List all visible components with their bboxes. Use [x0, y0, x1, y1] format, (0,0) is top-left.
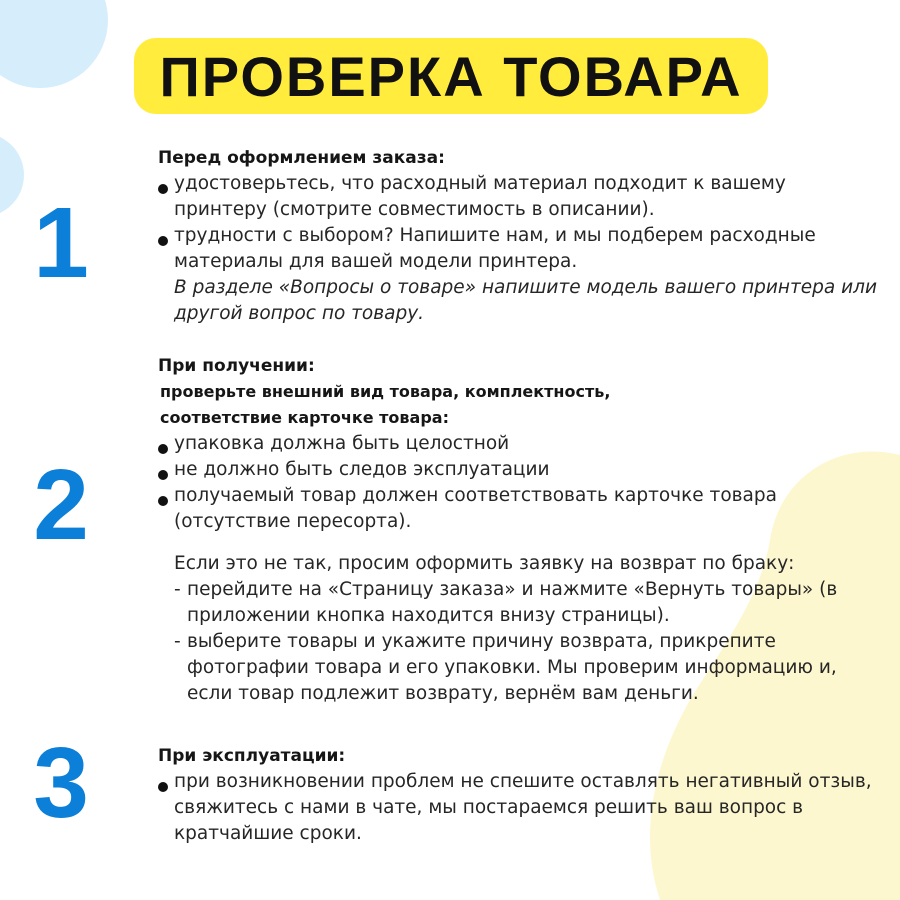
dash-marker: -: [174, 579, 181, 600]
list-item: при возникновении проблем не спешите оставлять негативный отзыв, свяжитесь с нами в чате, мы постараемся решить ваш вопрос в кратчайшие сроки.: [158, 769, 878, 847]
section-3-heading: При эксплуатации:: [158, 746, 346, 766]
bullet-dot-icon: [158, 496, 168, 506]
list-item: - перейдите на «Страницу заказа» и нажмите «Вернуть товары» (в приложении кнопка находится внизу страницы).: [174, 579, 838, 626]
bullet-dot-icon: [158, 782, 168, 792]
section-1-note: В разделе «Вопросы о товаре» напишите модель вашего принтера или другой вопрос по товару.: [174, 277, 877, 324]
dash-marker: -: [174, 631, 181, 652]
list-item: получаемый товар должен соответствовать карточке товара (отсутствие пересорта).: [158, 483, 878, 535]
section-1: [158, 145, 878, 327]
section-1-heading: Перед оформлением заказа:: [158, 148, 445, 168]
section-number-1: 1: [33, 187, 89, 299]
list-item: упаковка должна быть целостной: [158, 431, 878, 457]
list-item: трудности с выбором? Напишите нам, и мы подберем расходные материалы для вашей модели принтера.: [158, 223, 878, 275]
section-number-2: 2: [33, 449, 89, 561]
bullet-dot-icon: [158, 184, 168, 194]
section-2-heading: При получении:: [158, 356, 315, 376]
section-3: [158, 743, 878, 847]
return-instructions: Если это не так, просим оформить заявку на возврат по браку:: [174, 553, 795, 574]
list-item: удостоверьтесь, что расходный материал подходит к вашему принтеру (смотрите совместимость в описании).: [158, 171, 878, 223]
section-2: [158, 353, 878, 707]
bullet-dot-icon: [158, 470, 168, 480]
title-banner: [134, 38, 768, 114]
list-item: не должно быть следов эксплуатации: [158, 457, 878, 483]
bullet-dot-icon: [158, 444, 168, 454]
section-2-subheading: проверьте внешний вид товара, комплектность, соответствие карточке товара:: [160, 382, 611, 427]
section-number-3: 3: [33, 727, 89, 839]
page-title: ПРОВЕРКА ТОВАРА: [159, 44, 743, 108]
list-item: - выберите товары и укажите причину возврата, прикрепите фотографии товара и его упаковки. Мы проверим информацию и, если товар подлежит возврату, вернём вам деньги.: [174, 631, 837, 704]
bullet-dot-icon: [158, 236, 168, 246]
